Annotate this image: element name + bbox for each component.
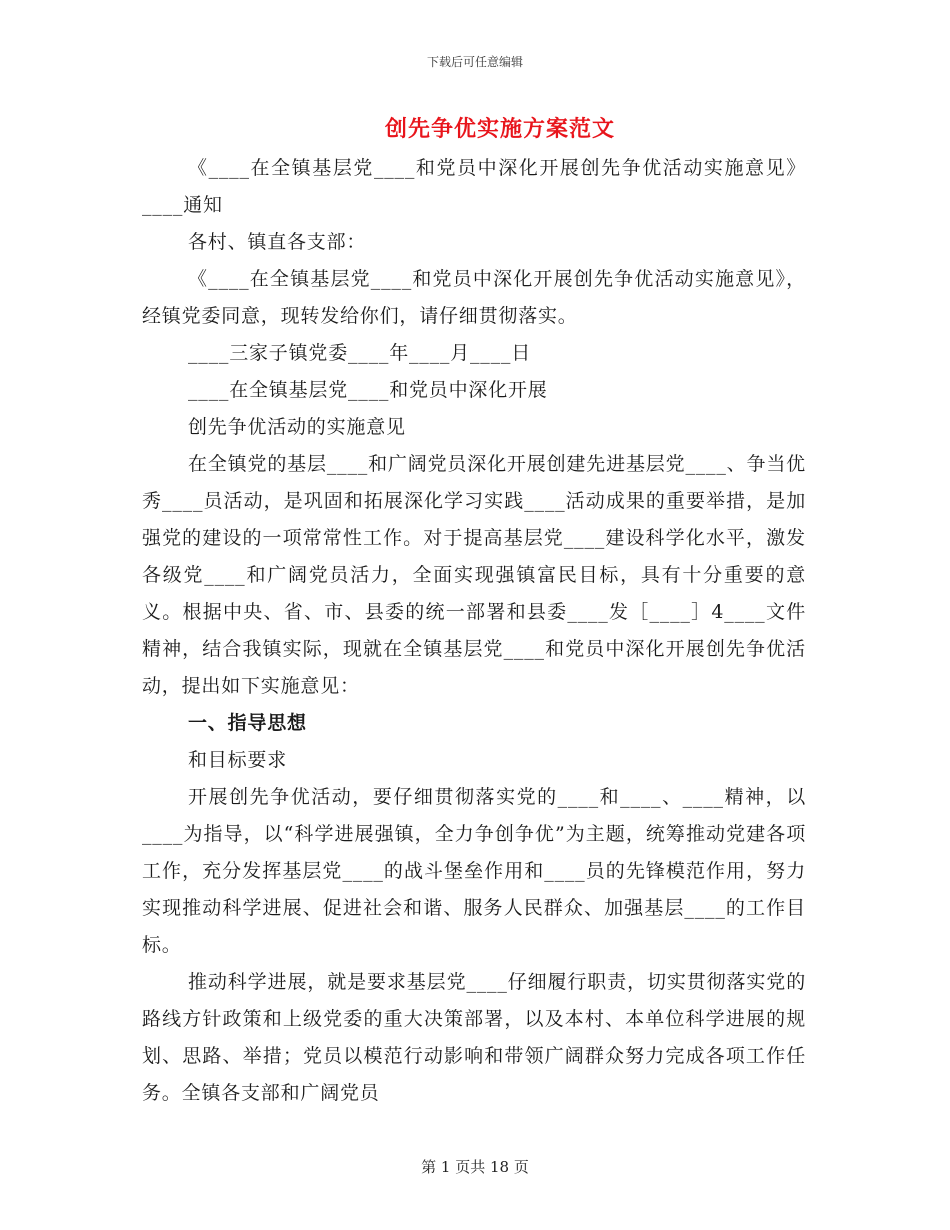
page-header-note: 下载后可任意编辑 [426,55,523,69]
paragraph-subtitle-line2: 创先争优活动的实施意见 [188,416,406,438]
paragraph-subtitle-line1: ____在全镇基层党____和党员中深化开展 [188,379,548,401]
paragraph-salutation: 各村、镇直各支部： [188,231,367,253]
paragraph-forwarding: 《____在全镇基层党____和党员中深化开展创先争优活动实施意见》，经镇党委同意，现转发给你们，请仔细贯彻落实。 [142,268,806,327]
paragraph-signature-date: ____三家子镇党委____年____月____日 [188,342,532,364]
paragraph-notice-title: 《____在全镇基层党____和党员中深化开展创先争优活动实施意见》____通知 [142,157,806,216]
document-title: 创先争优实施方案范文 [384,116,615,142]
paragraph-goals-subheading: 和目标要求 [188,749,288,771]
document-body [142,150,806,1112]
paragraph-scientific-development: 推动科学进展，就是要求基层党____仔细履行职责，切实贯彻落实党的路线方针政策和上级党委的重大决策部署，以及本村、本单位科学进展的规划、思路、举措；党员以模范行动影响和带领广阔群众努力完成各项工作任务。全镇各支部和广阔党员 [142,971,806,1104]
section-heading-guiding-ideology: 一、指导思想 [188,712,307,734]
paragraph-activity-requirements: 开展创先争优活动，要仔细贯彻落实党的____和____、____精神，以____为指导，以“科学进展强镇，全力争创争优”为主题，统筹推动党建各项工作，充分发挥基层党____的战斗堡垒作用和____员的先锋模范作用，努力实现推动科学进展、促进社会和谐、服务人民群众、加强基层____的工作目标。 [142,786,806,956]
paragraph-introduction: 在全镇党的基层____和广阔党员深化开展创建先进基层党____、争当优秀____员活动，是巩固和拓展深化学习实践____活动成果的重要举措，是加强党的建设的一项常常性工作。对于提高基层党____建设科学化水平，激发各级党____和广阔党员活力，全面实现强镇富民目标，具有十分重要的意义。根据中央、省、市、县委的统一部署和县委____发［____］4____文件精神，结合我镇实际，现就在全镇基层党____和党员中深化开展创先争优活动，提出如下实施意见： [142,453,806,697]
page-number: 第 1 页共 18 页 [421,1158,529,1176]
